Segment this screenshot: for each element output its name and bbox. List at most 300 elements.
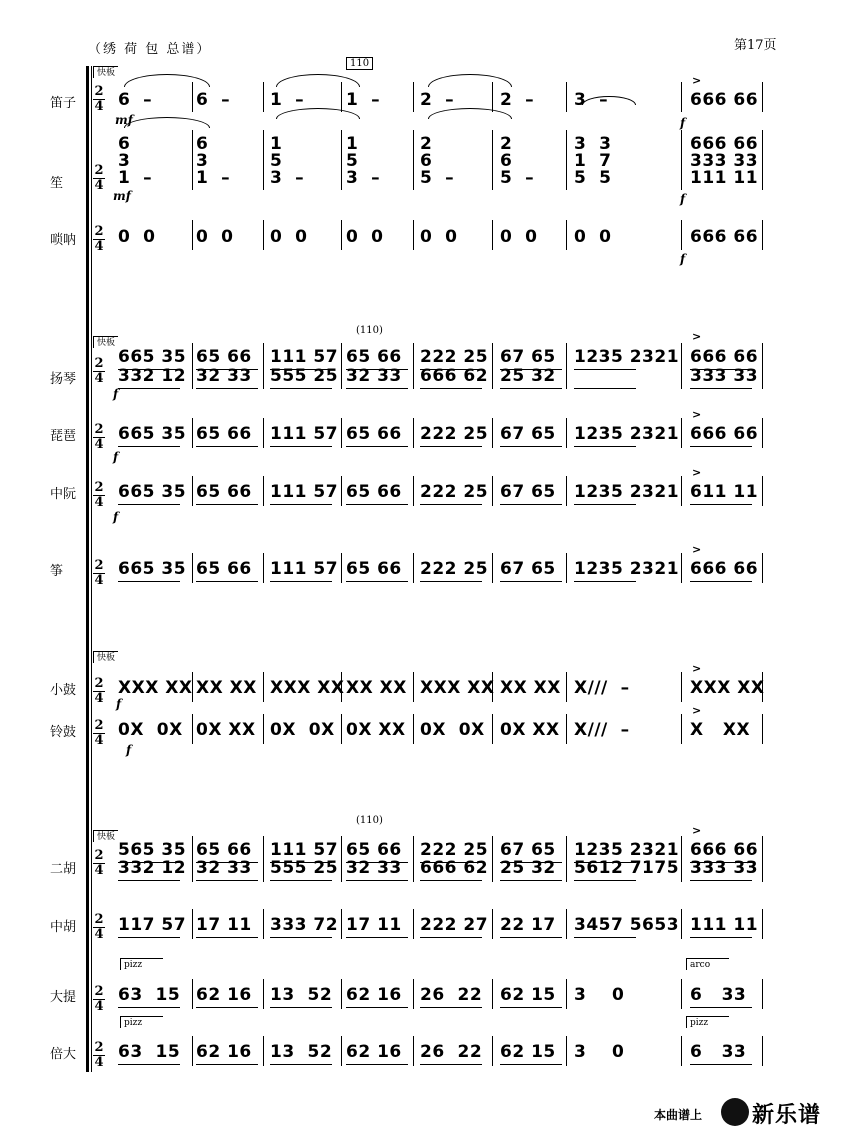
zheng-measure-5: 222 25 <box>420 559 489 579</box>
zhonghu-measure-7: 3457 5653 <box>574 915 680 935</box>
erhu-bottom-measure-8: 333 33 <box>690 858 759 878</box>
instrument-label-suona: 唢呐 <box>50 233 77 248</box>
erhu-top-measure-8: 666 66 <box>690 840 759 860</box>
barline <box>413 130 414 190</box>
barline <box>192 82 193 112</box>
xiaogu-measure-4: XX XX <box>346 678 407 698</box>
yangqin-top-measure-8: 666 66 <box>690 347 759 367</box>
instrument-label-zheng: 筝 <box>50 564 64 579</box>
barline <box>263 82 264 112</box>
barline <box>762 476 763 506</box>
sheng-mid-measure-4: 5 <box>346 151 359 171</box>
xiaogu-measure-8: XXX XX <box>690 678 765 698</box>
pipa-measure-6: 67 65 <box>500 424 556 444</box>
score-title: （绣 荷 包 总谱） <box>88 42 212 57</box>
beida-measure-3: 13 52 <box>270 1042 333 1062</box>
sheng-top-measure-6: 2 <box>500 134 513 154</box>
beam-underline <box>500 388 562 389</box>
barline <box>492 672 493 702</box>
suona-measure-2: 0 0 <box>196 227 234 247</box>
time-signature-bottom: 4 <box>94 495 104 510</box>
barline <box>492 476 493 506</box>
beam-underline <box>420 504 482 505</box>
zheng-measure-4: 65 66 <box>346 559 402 579</box>
zhongruan-measure-1: 665 35 <box>118 482 187 502</box>
barline <box>413 979 414 1009</box>
linggu-measure-8: X XX <box>690 720 751 740</box>
erhu-bottom-measure-3: 555 25 <box>270 858 339 878</box>
dati-measure-6: 62 15 <box>500 985 556 1005</box>
arco-marking: arco <box>686 958 729 970</box>
dati-measure-8: 6 33 <box>690 985 747 1005</box>
barline <box>566 714 567 744</box>
erhu-top-measure-7: 1235 2321 <box>574 840 680 860</box>
dati-measure-1: 63 15 <box>118 985 181 1005</box>
sheng-mid-measure-3: 5 <box>270 151 283 171</box>
beam-underline <box>420 1064 482 1065</box>
barline <box>762 82 763 112</box>
barline <box>566 343 567 389</box>
rehearsal-mark: (110) <box>356 815 383 826</box>
barline <box>263 909 264 939</box>
barline <box>413 553 414 583</box>
dynamic-f: f <box>113 387 119 401</box>
dynamic-mf: mf <box>113 189 131 203</box>
barline <box>341 1036 342 1066</box>
page-number: 第17页 <box>734 38 777 53</box>
beam-underline <box>118 1064 180 1065</box>
zhonghu-measure-8: 111 11 <box>690 915 759 935</box>
barline <box>341 220 342 250</box>
beida-measure-7: 3 0 <box>574 1042 625 1062</box>
zhongruan-measure-5: 222 25 <box>420 482 489 502</box>
sheng-bottom-measure-1: 1 – <box>118 168 153 188</box>
pizz-marking: pizz <box>120 958 163 970</box>
beam-underline <box>270 388 332 389</box>
tempo-marking: 快板 <box>93 651 118 663</box>
dynamic-f: f <box>680 192 686 206</box>
zheng-measure-2: 65 66 <box>196 559 252 579</box>
sheng-mid-measure-6: 6 <box>500 151 513 171</box>
erhu-bottom-measure-7: 5612 7175 <box>574 858 680 878</box>
barline <box>263 1036 264 1066</box>
yangqin-bottom-measure-2: 32 33 <box>196 366 252 386</box>
beam-underline <box>346 937 408 938</box>
beam-underline <box>690 369 752 370</box>
xiaogu-measure-2: XX XX <box>196 678 257 698</box>
barline <box>762 714 763 744</box>
barline <box>492 343 493 389</box>
beam-underline <box>346 504 408 505</box>
sheng-mid-measure-5: 6 <box>420 151 433 171</box>
instrument-label-zhongruan: 中阮 <box>50 487 77 502</box>
dizi-measure-5: 2 – <box>420 90 455 110</box>
sheng-bottom-measure-3: 3 – <box>270 168 305 188</box>
beam-underline <box>690 446 752 447</box>
barline <box>681 909 682 939</box>
suona-measure-6: 0 0 <box>500 227 538 247</box>
beam-underline <box>500 446 562 447</box>
barline <box>192 909 193 939</box>
footer-text: 本曲谱上 <box>654 1108 703 1122</box>
accent-mark: > <box>692 662 702 675</box>
dynamic-f: f <box>126 743 132 757</box>
time-signature-bottom: 4 <box>94 863 104 878</box>
beam-underline <box>690 388 752 389</box>
barline <box>681 82 682 112</box>
barline <box>566 220 567 250</box>
site-logo-text: 新乐谱 <box>752 1103 822 1128</box>
time-signature <box>93 850 105 877</box>
beida-measure-4: 62 16 <box>346 1042 402 1062</box>
erhu-bottom-measure-4: 32 33 <box>346 858 402 878</box>
beam-underline <box>690 880 752 881</box>
sheng-top-measure-8: 666 66 <box>690 134 759 154</box>
barline <box>762 979 763 1009</box>
beam-underline <box>270 581 332 582</box>
yangqin-top-measure-3: 111 57 <box>270 347 339 367</box>
suona-measure-7: 0 0 <box>574 227 612 247</box>
barline <box>341 418 342 448</box>
barline <box>681 714 682 744</box>
beam-underline <box>420 369 482 370</box>
zhonghu-measure-6: 22 17 <box>500 915 556 935</box>
instrument-label-zhonghu: 中胡 <box>50 920 77 935</box>
slur <box>276 74 360 87</box>
sheng-mid-measure-2: 3 <box>196 151 209 171</box>
barline <box>762 672 763 702</box>
time-signature <box>93 482 105 509</box>
time-signature-top: 2 <box>94 848 104 863</box>
beam-underline <box>118 504 180 505</box>
barline <box>263 220 264 250</box>
beam-underline <box>420 581 482 582</box>
sheng-top-measure-3: 1 <box>270 134 283 154</box>
time-signature-bottom: 4 <box>94 927 104 942</box>
barline <box>762 220 763 250</box>
pipa-measure-2: 65 66 <box>196 424 252 444</box>
sheng-bottom-measure-4: 3 – <box>346 168 381 188</box>
beam-underline <box>690 862 752 863</box>
beam-underline <box>574 862 636 863</box>
linggu-measure-4: 0X XX <box>346 720 406 740</box>
sheng-bottom-measure-2: 1 – <box>196 168 231 188</box>
beida-measure-1: 63 15 <box>118 1042 181 1062</box>
dynamic-f: f <box>680 116 686 130</box>
beam-underline <box>346 862 408 863</box>
time-signature <box>93 424 105 451</box>
beam-underline <box>118 937 180 938</box>
barline <box>492 1036 493 1066</box>
time-signature-bottom: 4 <box>94 733 104 748</box>
beam-underline <box>270 1007 332 1008</box>
accent-mark: > <box>692 466 702 479</box>
time-signature-top: 2 <box>94 676 104 691</box>
suona-measure-1: 0 0 <box>118 227 156 247</box>
time-signature-top: 2 <box>94 984 104 999</box>
dati-measure-3: 13 52 <box>270 985 333 1005</box>
barline <box>341 476 342 506</box>
dati-measure-4: 62 16 <box>346 985 402 1005</box>
barline <box>341 130 342 190</box>
erhu-bottom-measure-1: 332 12 <box>118 858 187 878</box>
yangqin-top-measure-2: 65 66 <box>196 347 252 367</box>
instrument-label-yangqin: 扬琴 <box>50 372 77 387</box>
time-signature <box>93 1042 105 1069</box>
beida-measure-6: 62 15 <box>500 1042 556 1062</box>
beam-underline <box>196 446 258 447</box>
beam-underline <box>500 880 562 881</box>
beam-underline <box>574 880 636 881</box>
beam-underline <box>690 937 752 938</box>
barline <box>341 672 342 702</box>
beam-underline <box>500 581 562 582</box>
barline <box>341 553 342 583</box>
accent-mark: > <box>692 824 702 837</box>
barline <box>492 714 493 744</box>
xiaogu-measure-5: XXX XX <box>420 678 495 698</box>
beam-underline <box>420 937 482 938</box>
barline <box>192 672 193 702</box>
barline <box>566 979 567 1009</box>
dizi-measure-7: 3 – <box>574 90 609 110</box>
instrument-label-sheng: 笙 <box>50 176 64 191</box>
time-signature-bottom: 4 <box>94 178 104 193</box>
beam-underline <box>574 446 636 447</box>
beida-measure-5: 26 22 <box>420 1042 483 1062</box>
barline <box>681 1036 682 1066</box>
beam-underline <box>270 369 332 370</box>
beam-underline <box>346 581 408 582</box>
zheng-measure-3: 111 57 <box>270 559 339 579</box>
time-signature <box>93 678 105 705</box>
barline <box>762 553 763 583</box>
dynamic-f: f <box>113 450 119 464</box>
time-signature-bottom: 4 <box>94 371 104 386</box>
sheng-bottom-measure-7: 5 5 <box>574 168 612 188</box>
zhongruan-measure-3: 111 57 <box>270 482 339 502</box>
beam-underline <box>500 1064 562 1065</box>
beam-underline <box>690 1007 752 1008</box>
dynamic-mf: mf <box>115 113 133 127</box>
rehearsal-mark: (110) <box>356 325 383 336</box>
zhonghu-measure-1: 117 57 <box>118 915 187 935</box>
barline <box>566 418 567 448</box>
yangqin-top-measure-6: 67 65 <box>500 347 556 367</box>
zhongruan-measure-8: 611 11 <box>690 482 759 502</box>
barline <box>492 909 493 939</box>
beam-underline <box>270 862 332 863</box>
barline <box>192 714 193 744</box>
barline <box>681 476 682 506</box>
barline <box>762 836 763 882</box>
barline <box>413 836 414 882</box>
zheng-measure-7: 1235 2321 <box>574 559 680 579</box>
barline <box>413 1036 414 1066</box>
time-signature-top: 2 <box>94 422 104 437</box>
time-signature <box>93 165 105 192</box>
xiaogu-measure-6: XX XX <box>500 678 561 698</box>
beam-underline <box>500 1007 562 1008</box>
time-signature-top: 2 <box>94 912 104 927</box>
yangqin-bottom-measure-4: 32 33 <box>346 366 402 386</box>
pipa-measure-4: 65 66 <box>346 424 402 444</box>
beam-underline <box>420 1007 482 1008</box>
beam-underline <box>420 446 482 447</box>
time-signature-bottom: 4 <box>94 99 104 114</box>
barline <box>566 836 567 882</box>
accent-mark: > <box>692 543 702 556</box>
barline <box>413 220 414 250</box>
beam-underline <box>118 446 180 447</box>
barline <box>341 909 342 939</box>
erhu-top-measure-5: 222 25 <box>420 840 489 860</box>
time-signature-top: 2 <box>94 1040 104 1055</box>
barline <box>566 130 567 190</box>
linggu-measure-1: 0X 0X <box>118 720 183 740</box>
instrument-label-beida: 倍大 <box>50 1047 77 1062</box>
barline <box>192 343 193 389</box>
beam-underline <box>500 504 562 505</box>
beam-underline <box>346 880 408 881</box>
instrument-label-pipa: 琵琶 <box>50 429 77 444</box>
accent-mark: > <box>692 408 702 421</box>
erhu-top-measure-6: 67 65 <box>500 840 556 860</box>
yangqin-top-measure-5: 222 25 <box>420 347 489 367</box>
linggu-measure-6: 0X XX <box>500 720 560 740</box>
beam-underline <box>420 388 482 389</box>
time-signature <box>93 358 105 385</box>
barline <box>413 343 414 389</box>
barline <box>566 553 567 583</box>
linggu-measure-3: 0X 0X <box>270 720 335 740</box>
linggu-measure-5: 0X 0X <box>420 720 485 740</box>
dati-measure-2: 62 16 <box>196 985 252 1005</box>
yangqin-bottom-measure-1: 332 12 <box>118 366 187 386</box>
tempo-marking: 快板 <box>93 830 118 842</box>
beam-underline <box>118 862 180 863</box>
barline <box>192 476 193 506</box>
beam-underline <box>118 880 180 881</box>
sheng-top-measure-7: 3 3 <box>574 134 612 154</box>
barline <box>192 1036 193 1066</box>
barline <box>762 909 763 939</box>
barline <box>566 476 567 506</box>
beam-underline <box>196 504 258 505</box>
yangqin-bottom-measure-8: 333 33 <box>690 366 759 386</box>
beam-underline <box>196 388 258 389</box>
barline <box>263 672 264 702</box>
barline <box>192 836 193 882</box>
erhu-bottom-measure-6: 25 32 <box>500 858 556 878</box>
sheng-mid-measure-8: 333 33 <box>690 151 759 171</box>
beam-underline <box>500 862 562 863</box>
time-signature <box>93 914 105 941</box>
beam-underline <box>346 369 408 370</box>
barline <box>263 476 264 506</box>
beam-underline <box>118 1007 180 1008</box>
logo-disc-icon <box>721 1098 749 1126</box>
xiaogu-measure-1: XXX XX <box>118 678 193 698</box>
barline <box>263 714 264 744</box>
beam-underline <box>196 581 258 582</box>
time-signature-top: 2 <box>94 480 104 495</box>
barline <box>263 343 264 389</box>
zhongruan-measure-4: 65 66 <box>346 482 402 502</box>
linggu-measure-7: X/// – <box>574 720 630 740</box>
beam-underline <box>346 388 408 389</box>
dati-measure-7: 3 0 <box>574 985 625 1005</box>
barline <box>192 418 193 448</box>
beam-underline <box>420 862 482 863</box>
beam-underline <box>270 1064 332 1065</box>
zhonghu-measure-4: 17 11 <box>346 915 402 935</box>
yangqin-bottom-measure-3: 555 25 <box>270 366 339 386</box>
suona-measure-5: 0 0 <box>420 227 458 247</box>
time-signature-bottom: 4 <box>94 999 104 1014</box>
barline <box>681 220 682 250</box>
barline <box>762 343 763 389</box>
barline <box>341 836 342 882</box>
beam-underline <box>346 1007 408 1008</box>
zhonghu-measure-5: 222 27 <box>420 915 489 935</box>
beam-underline <box>420 880 482 881</box>
barline <box>263 979 264 1009</box>
time-signature-bottom: 4 <box>94 1055 104 1070</box>
dynamic-f: f <box>116 697 122 711</box>
time-signature-bottom: 4 <box>94 437 104 452</box>
instrument-label-erhu: 二胡 <box>50 862 77 877</box>
beam-underline <box>690 581 752 582</box>
pipa-measure-1: 665 35 <box>118 424 187 444</box>
zhongruan-measure-7: 1235 2321 <box>574 482 680 502</box>
yangqin-bottom-measure-6: 25 32 <box>500 366 556 386</box>
barline <box>681 553 682 583</box>
barline <box>341 82 342 112</box>
time-signature <box>93 226 105 253</box>
time-signature <box>93 720 105 747</box>
barline <box>413 476 414 506</box>
yangqin-bottom-measure-5: 666 62 <box>420 366 489 386</box>
erhu-bottom-measure-2: 32 33 <box>196 858 252 878</box>
beam-underline <box>196 1064 258 1065</box>
barline <box>681 343 682 389</box>
dizi-measure-6: 2 – <box>500 90 535 110</box>
beam-underline <box>196 1007 258 1008</box>
suona-measure-3: 0 0 <box>270 227 308 247</box>
instrument-label-xiaogu: 小鼓 <box>50 683 77 698</box>
barline <box>566 82 567 112</box>
yangqin-top-measure-4: 65 66 <box>346 347 402 367</box>
pipa-measure-5: 222 25 <box>420 424 489 444</box>
dynamic-f: f <box>113 510 119 524</box>
accent-mark: > <box>692 704 702 717</box>
beam-underline <box>270 446 332 447</box>
tempo-marking: 快板 <box>93 66 118 78</box>
barline <box>413 418 414 448</box>
beam-underline <box>346 446 408 447</box>
time-signature-top: 2 <box>94 558 104 573</box>
barline <box>492 82 493 112</box>
zhongruan-measure-2: 65 66 <box>196 482 252 502</box>
barline <box>413 672 414 702</box>
zheng-measure-6: 67 65 <box>500 559 556 579</box>
sheng-top-measure-4: 1 <box>346 134 359 154</box>
xiaogu-measure-3: XXX XX <box>270 678 345 698</box>
beam-underline <box>118 369 180 370</box>
beam-underline <box>346 1064 408 1065</box>
time-signature-top: 2 <box>94 224 104 239</box>
